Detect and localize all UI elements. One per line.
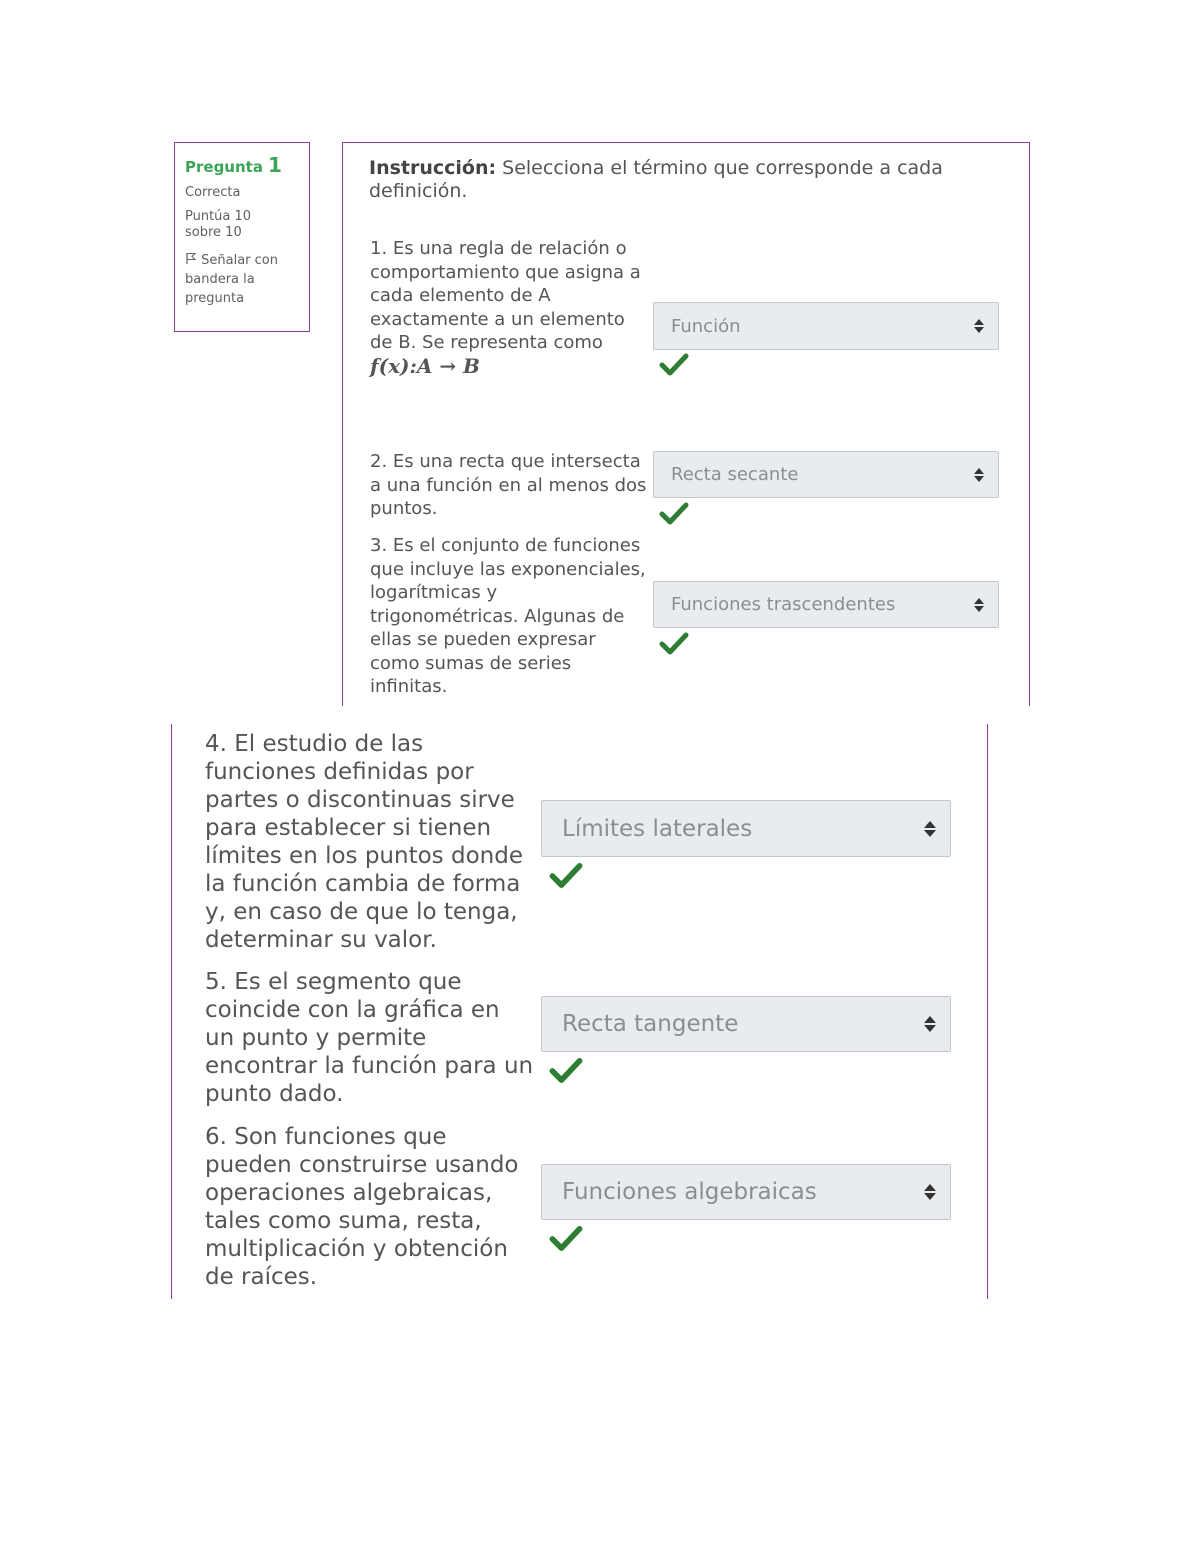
question-5-text: 5. Es el segmento que coincide con la gráfica en un punto y permite encontrar la función para un punto dado.: [205, 969, 534, 1107]
select-arrows-icon: [974, 319, 984, 333]
question-2-text: 2. Es una recta que intersecta a una función en al menos dos puntos.: [370, 451, 647, 519]
answer-select-2[interactable]: Recta secante: [653, 451, 999, 498]
select-arrows-icon: [974, 598, 984, 612]
select-arrows-icon: [924, 821, 936, 837]
question-4-text: 4. El estudio de las funciones definidas por partes o discontinuas sirve para establecer si tienen límites en los puntos donde la función cambia de forma y, en caso de que lo tenga, determinar su valor.: [205, 731, 523, 953]
flag-icon: [185, 252, 197, 265]
select-arrows-icon: [974, 468, 984, 482]
select-arrows-icon: [924, 1016, 936, 1032]
check-icon: [549, 1057, 583, 1085]
question-1-text: 1. Es una regla de relación o comportamiento que asigna a cada elemento de A exactamente a un elemento de B. Se representa como f(x):A → B: [370, 238, 641, 378]
answer-select-5[interactable]: Recta tangente: [541, 996, 951, 1052]
check-icon: [549, 1225, 583, 1253]
select-arrows-icon: [924, 1184, 936, 1200]
question-panel-bottom: [171, 724, 988, 1299]
question-number: 1: [268, 153, 282, 177]
question-status: Correcta: [185, 185, 241, 200]
question-6-text: 6. Son funciones que pueden construirse usando operaciones algebraicas, tales como suma, resta, multiplicación y obtención de raíces.: [205, 1124, 519, 1290]
answer-select-3[interactable]: Funciones trascendentes: [653, 581, 999, 628]
instruction-text: Instrucción: Selecciona el término que corresponde a cada definición.: [369, 157, 943, 202]
question-panel-top: [342, 142, 1030, 706]
check-icon: [549, 862, 583, 890]
check-icon: [659, 353, 689, 377]
check-icon: [659, 632, 689, 656]
question-label: Pregunta 1: [185, 153, 282, 177]
answer-select-1[interactable]: Función: [653, 302, 999, 350]
check-icon: [659, 502, 689, 526]
flag-question-link[interactable]: Señalar con bandera la pregunta: [185, 253, 278, 306]
function-notation: f(x):A → B: [370, 353, 480, 378]
answer-select-6[interactable]: Funciones algebraicas: [541, 1164, 951, 1220]
question-3-text: 3. Es el conjunto de funciones que incluye las exponenciales, logarítmicas y trigonométricas. Algunas de ellas se pueden expresar como sumas de series infinitas.: [370, 535, 646, 697]
question-score: Puntúa 10 sobre 10: [185, 209, 252, 240]
question-info: [174, 142, 310, 332]
answer-select-4[interactable]: Límites laterales: [541, 800, 951, 857]
